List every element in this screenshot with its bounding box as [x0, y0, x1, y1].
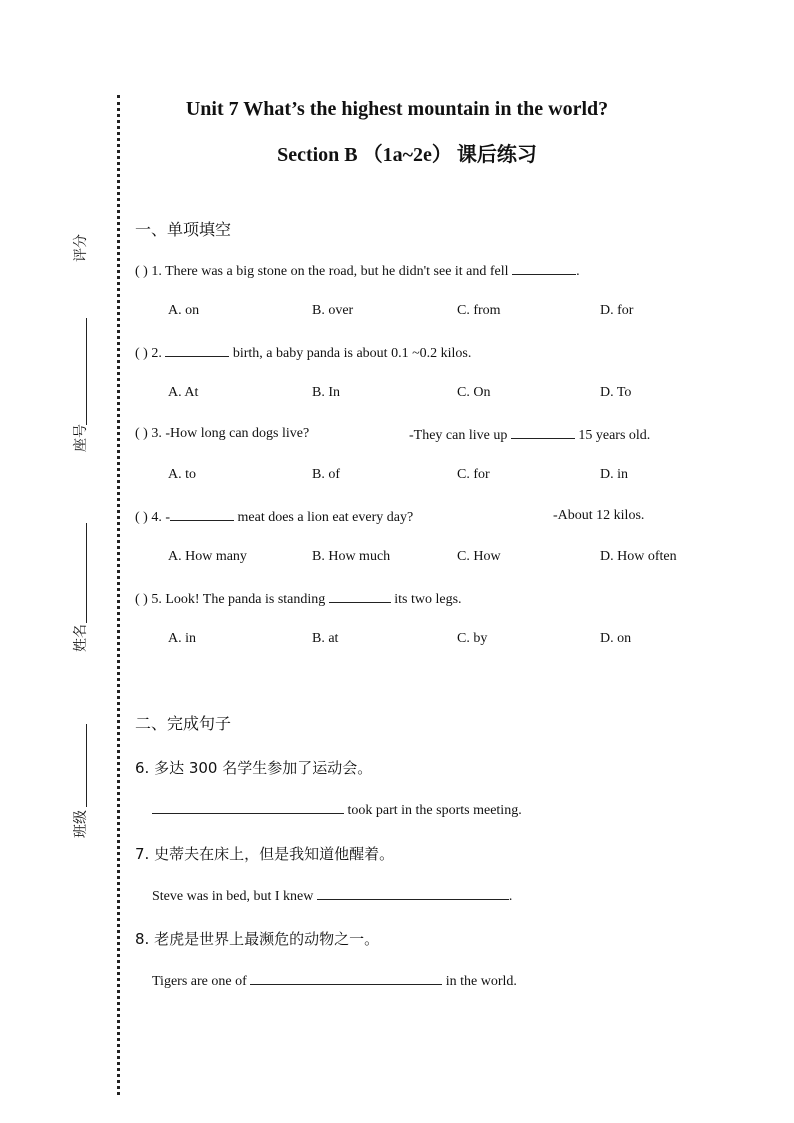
option-a[interactable]: A. At [168, 385, 199, 400]
sentence-8-prompt: 8. 老虎是世界上最濒危的动物之一。 [135, 930, 380, 948]
page-subtitle: Section B （1a~2e） 课后练习 [277, 144, 537, 166]
answer-blank[interactable] [329, 590, 391, 603]
answer-paren[interactable]: ( ) [135, 426, 148, 441]
option-a[interactable]: A. to [168, 467, 196, 482]
answer-blank[interactable] [250, 972, 442, 985]
sentence-text-end: . [508, 889, 513, 904]
option-d[interactable]: D. in [600, 467, 628, 482]
option-d[interactable]: D. To [600, 385, 632, 400]
sentence-7-prompt: 7. 史蒂夫在床上，但是我知道他醒着。 [135, 845, 395, 863]
answer-blank[interactable] [512, 262, 576, 275]
section-2-heading: 二、完成句子 [135, 714, 232, 733]
question-5 [135, 590, 462, 608]
question-1 [135, 262, 580, 280]
option-c[interactable]: C. by [457, 631, 488, 646]
reply-text: -They can live up [409, 428, 511, 443]
option-a[interactable]: A. on [168, 303, 200, 318]
binding-dotted-line [117, 95, 120, 1095]
question-text-end: meat does a lion eat every day? [234, 510, 414, 525]
sentence-6-prompt: 6. 多达 300 名学生参加了运动会。 [135, 759, 373, 777]
question-text: 2. [147, 346, 166, 361]
option-b[interactable]: B. How much [312, 549, 391, 564]
option-c[interactable]: C. How [457, 549, 501, 564]
sentence-text: Tigers are one of [152, 974, 251, 989]
sentence-6-answer [152, 801, 522, 819]
question-4-reply: -About 12 kilos. [553, 508, 645, 523]
option-b[interactable]: B. of [312, 467, 340, 482]
sentence-text-end: in the world. [442, 974, 517, 989]
answer-blank[interactable] [170, 508, 234, 521]
seat-label: 座号 [73, 424, 89, 452]
question-2 [135, 344, 471, 362]
score-label: 评分 [73, 234, 89, 262]
class-label: 班级 [73, 810, 89, 838]
question-text: 3. -How long can dogs live? [147, 426, 310, 441]
question-text-end: its two legs. [390, 592, 462, 607]
option-b[interactable]: B. at [312, 631, 339, 646]
option-a[interactable]: A. How many [168, 549, 247, 564]
answer-paren[interactable]: ( ) [135, 346, 148, 361]
question-text-end: birth, a baby panda is about 0.1 ~0.2 kilos. [229, 346, 472, 361]
question-text-end: . [576, 264, 580, 279]
question-3-reply [409, 426, 650, 444]
class-field[interactable] [86, 724, 87, 807]
sentence-8-answer [152, 972, 517, 990]
name-field[interactable] [86, 523, 87, 623]
name-label: 姓名 [73, 624, 89, 652]
option-a[interactable]: A. in [168, 631, 196, 646]
option-b[interactable]: B. In [312, 385, 340, 400]
answer-blank[interactable] [165, 344, 229, 357]
option-d[interactable]: D. How often [600, 549, 677, 564]
question-text: 4. - [147, 510, 170, 525]
option-c[interactable]: C. from [457, 303, 501, 318]
answer-blank[interactable] [152, 801, 344, 814]
question-3 [135, 426, 309, 442]
answer-paren[interactable]: ( ) [135, 592, 148, 607]
option-d[interactable]: D. on [600, 631, 632, 646]
sentence-text: Steve was in bed, but I knew [152, 889, 317, 904]
sentence-7-answer [152, 887, 512, 905]
answer-blank[interactable] [317, 887, 509, 900]
answer-blank[interactable] [511, 426, 575, 439]
answer-paren[interactable]: ( ) [135, 264, 148, 279]
question-4 [135, 508, 413, 526]
question-text: 5. Look! The panda is standing [147, 592, 329, 607]
sentence-text-end: took part in the sports meeting. [344, 803, 522, 818]
page-title: Unit 7 What’s the highest mountain in the world? [185, 98, 609, 120]
answer-paren[interactable]: ( ) [135, 510, 148, 525]
option-c[interactable]: C. for [457, 467, 490, 482]
section-1-heading: 一、单项填空 [135, 220, 232, 239]
seat-field[interactable] [86, 318, 87, 425]
option-b[interactable]: B. over [312, 303, 354, 318]
reply-text-end: 15 years old. [574, 428, 651, 443]
option-d[interactable]: D. for [600, 303, 634, 318]
option-c[interactable]: C. On [457, 385, 491, 400]
question-text: 1. There was a big stone on the road, but he didn't see it and fell [147, 264, 513, 279]
